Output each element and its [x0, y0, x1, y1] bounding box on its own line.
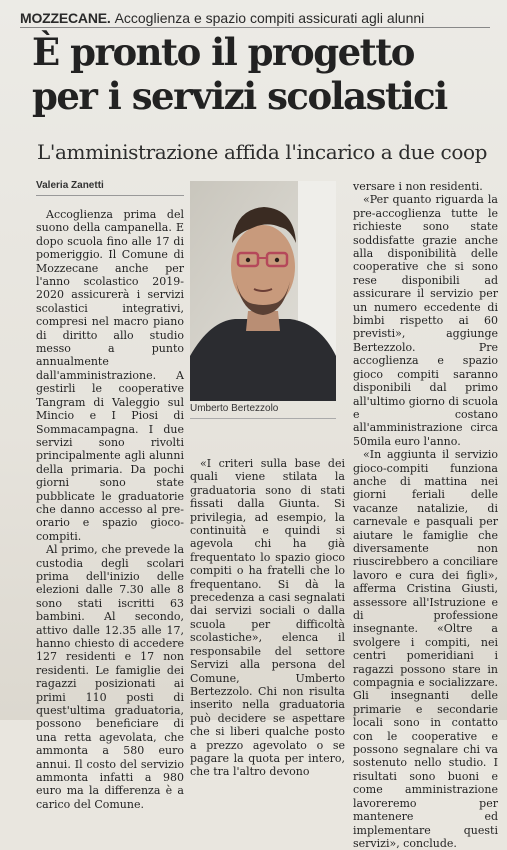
headline-line-2: per i servizi scolastici — [32, 74, 447, 118]
byline-rule — [36, 195, 184, 196]
subheadline: L'amministrazione affida l'incarico a due coop — [37, 140, 488, 164]
section-subtitle: Accoglienza e spazio compiti assicurati agli alunni — [114, 10, 425, 26]
paragraph: Accoglienza prima del suono della campanella. E dopo scuola fino alle 17 di pomeriggio. Il Comune di Mozzecane anche per l'anno scolastico 2019-2020 assicurerà i servizi scolastici integrativi, compresi nel macro piano di diritto allo studio messo a punto annualmente dall'amministrazione. A gestirli le cooperative Tangram di Valeggio sul Mincio e I Piosi di Sommacampagna. I due servizi sono rivolti principalmente agli alunni della primaria. Da pochi giorni sono state pubblicate le graduatorie che danno accesso al pre-orario e spazio gioco-compiti. — [36, 208, 184, 543]
section-header — [20, 8, 507, 28]
portrait-photo — [190, 181, 336, 401]
section-tag: MOZZECANE. — [20, 10, 111, 26]
paragraph: «I criteri sulla base dei quali viene stilata la graduatoria sono di stati fissati dalla Giunta. Si privilegia, ad esempio, la continuità e quindi si agevola chi ha già frequentato lo spazio gioco compiti o ha fratelli che lo frequentano. Si dà la precedenza a casi segnalati dai servizi sociali o dalla scuola per difficoltà scolastiche», elenca il responsabile del settore Servizi alla persona del Comune, Umberto Bertezzolo. Chi non risulta inserito nella graduatoria può decidere se aspettare che si liberi qualche posto a prezzo agevolato o se pagare la quota per intero, che tra l'altro devono — [190, 457, 345, 779]
photo-caption: Umberto Bertezzolo — [190, 403, 279, 414]
paragraph: «In aggiunta il servizio gioco-compiti funziona anche di mattina nei giorni feriali delle vacanze natalizie, di carnevale e pasquali per aiutare le famiglie che diversamente non riuscirebbero a conciliare lavoro e cura dei figli», afferma Cristina Giusti, assessore all'Istruzione e di professione insegnante. «Oltre a svolgere i compiti, nei centri pomeridiani i ragazzi possono stare in compagnia e socializzare. Gli insegnanti delle primarie e secondarie locali sono in contatto con le cooperative e possono segnalare chi va sostenuto nello studio. I risultati sono buoni e come amministrazione lavoreremo per mantenere ed implementare questi servizi», conclude. — [353, 448, 498, 850]
byline: Valeria Zanetti — [36, 180, 104, 191]
headline — [32, 30, 502, 118]
paragraph: «Per quanto riguarda la pre-accoglienza tutte le richieste sono state soddisfatte grazie anche alla disponibilità delle cooperative che si sono rese disponibili ad assicurare il servizio per un numero eccedente di bimbi rispetto ai 60 previsti», aggiunge Bertezzolo. Pre accoglienza e spazio gioco compiti saranno disponibili dal primo all'ultimo giorno di scuola e costano all'amministrazione circa 50mila euro l'anno. — [353, 193, 498, 448]
caption-rule — [190, 418, 336, 419]
article-column-3 — [353, 180, 498, 850]
portrait-illustration — [190, 181, 336, 401]
header-rule — [20, 27, 490, 28]
article-column-2 — [190, 457, 345, 779]
paragraph: Al primo, che prevede la custodia degli scolari prima dell'inizio delle elezioni dalle 7.30 alle 8 sono stati iscritti 63 bambini. Al secondo, attivo dalle 12.35 alle 17, hanno chiesto di accedere 127 residenti e 17 non residenti. Le famiglie dei ragazzi posizionati ai primi 110 posti di quest'ultima graduatoria, possono beneficiare di una retta agevolata, che ammonta a 580 euro annui. Il costo del servizio ammonta infatti a 980 euro ma la differenza è a carico del Comune. — [36, 543, 184, 811]
paragraph: versare i non residenti. — [353, 180, 483, 193]
headline-line-1: È pronto il progetto — [32, 30, 414, 74]
article-column-1 — [36, 208, 184, 811]
